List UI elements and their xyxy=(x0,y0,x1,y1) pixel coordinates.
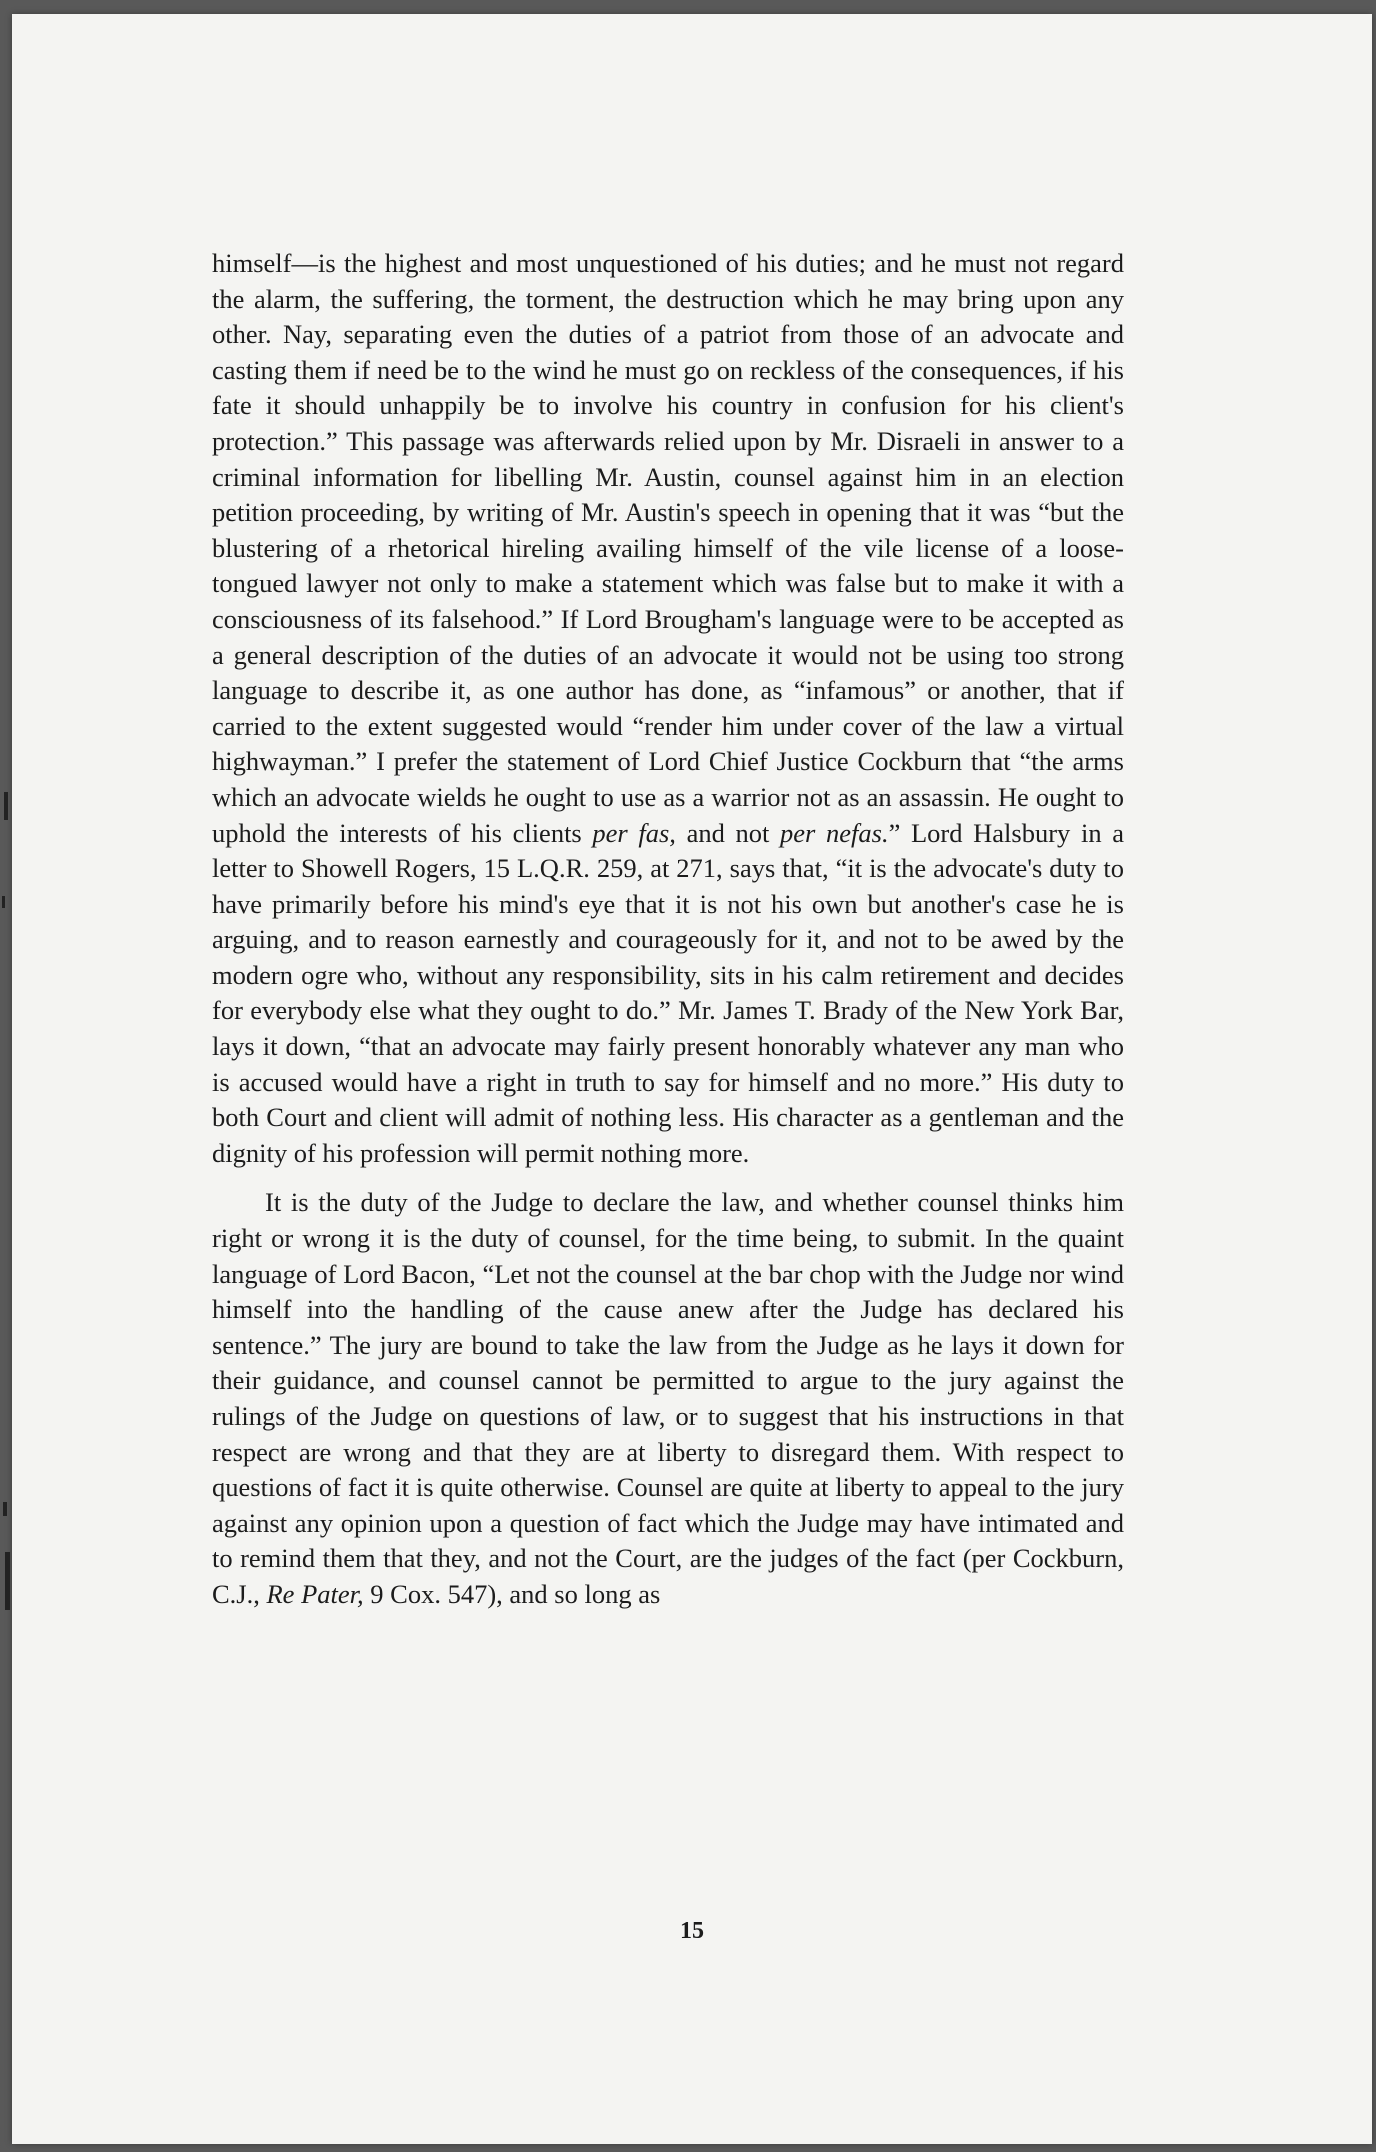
page-number: 15 xyxy=(680,1918,704,1944)
body-text xyxy=(212,246,1124,1613)
paragraph xyxy=(212,1185,1124,1612)
text-segment: and not xyxy=(675,817,781,848)
document-page xyxy=(12,14,1372,2144)
italic-segment: per nefas. xyxy=(780,817,889,848)
italic-segment: per fas, xyxy=(592,817,676,848)
text-segment: ” Lord Halsbury in a letter to Showell Rogers, 15 L.Q.R. 259, at 271, says that, “it is the advocate's duty to have primarily before his mind's eye that it is not his own but another's case he is arguing, and to reason earnestly and courageously for it, and not to be awed by the modern ogre who, without any responsibility, sits in his calm retirement and decides for everybody else what they ought to do.” Mr. James T. Brady of the New York Bar, lays it down, “that an advocate may fairly present honorably whatever any man who is accused would have a right in truth to say for himself and no more.” His duty to both Court and client will admit of nothing less. His character as a gentleman and the dignity of his profession will permit nothing more. xyxy=(212,817,1124,1168)
text-segment: himself—is the highest and most unquestioned of his duties; and he must not regard the alarm, the suffering, the torment, the destruction which he may bring upon any other. Nay, separating even the duties of a patriot from those of an advocate and casting them if need be to the wind he must go on reckless of the consequences, if his fate it should unhappily be to involve his country in confusion for his client's protection.” This passage was afterwards relied upon by Mr. Disraeli in answer to a criminal information for libelling Mr. Austin, counsel against him in an election petition proceeding, by writing of Mr. Austin's speech in opening that it was “but the blustering of a rhetorical hireling availing himself of the vile license of a loose-tongued lawyer not only to make a statement which was false but to make it with a consciousness of its falsehood.” If Lord Brougham's language were to be accepted as a general description of the duties of an advocate it would not be using too strong language to describe it, as one author has done, as “infamous” or another, that if carried to the extent suggested would “render him under cover of the law a virtual highwayman.” I prefer the statement of Lord Chief Justice Cockburn that “the arms which an advocate wields he ought to use as a warrior not as an assassin. He ought to uphold the interests of his clients xyxy=(212,248,1124,848)
text-segment: 9 Cox. 547), and so long as xyxy=(363,1578,661,1609)
italic-segment: Re Pater, xyxy=(266,1578,364,1609)
binding-mark xyxy=(4,792,8,820)
paragraph xyxy=(212,246,1124,1171)
binding-mark xyxy=(3,1502,7,1516)
binding-mark xyxy=(5,1552,10,1610)
binding-mark xyxy=(2,896,5,908)
text-segment: It is the duty of the Judge to declare the law, and whether counsel thinks him right or wrong it is the duty of counsel, for the time being, to submit. In the quaint language of Lord Bacon, “Let not the counsel at the bar chop with the Judge nor wind himself into the handling of the cause anew after the Judge has declared his sentence.” The jury are bound to take the law from the Judge as he lays it down for their guidance, and counsel cannot be permitted to argue to the jury against the rulings of the Judge on questions of law, or to suggest that his instructions in that respect are wrong and that they are at liberty to disregard them. With respect to questions of fact it is quite otherwise. Counsel are quite at liberty to appeal to the jury against any opinion upon a question of fact which the Judge may have intimated and to remind them that they, and not the Court, are the judges of the fact (per Cockburn, C.J., xyxy=(212,1187,1124,1609)
